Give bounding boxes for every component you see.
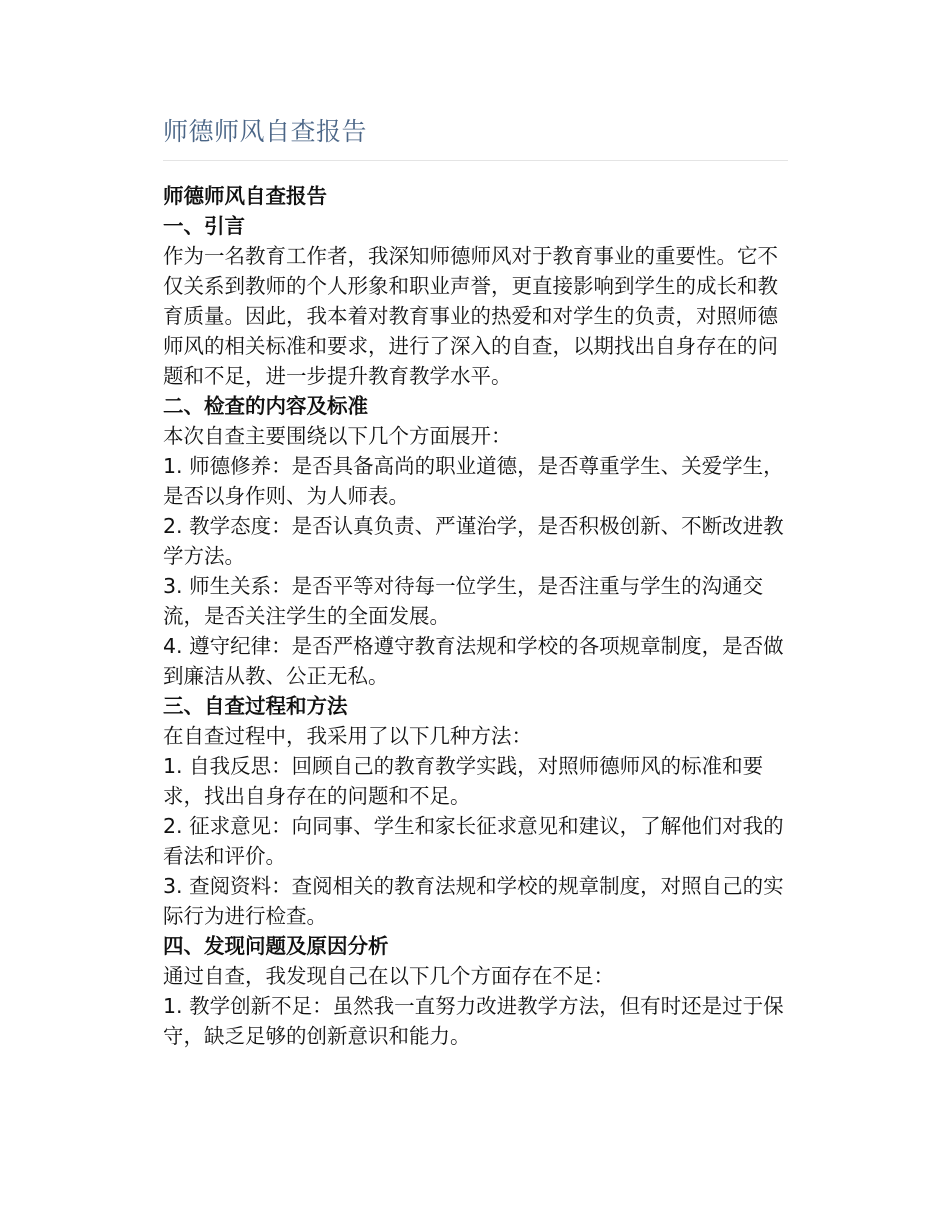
paragraph: 本次自查主要围绕以下几个方面展开：	[163, 424, 512, 448]
list-item: 1. 师德修养：是否具备高尚的职业道德，是否尊重学生、关爱学生，是否以身作则、为人师表。	[163, 454, 784, 508]
paragraph: 在自查过程中，我采用了以下几种方法：	[163, 724, 532, 748]
list-item: 1. 教学创新不足：虽然我一直努力改进教学方法，但有时还是过于保守，缺乏足够的创新意识和能力。	[163, 994, 784, 1048]
title-divider	[163, 160, 788, 161]
list-item: 3. 查阅资料：查阅相关的教育法规和学校的规章制度，对照自己的实际行为进行检查。	[163, 874, 784, 928]
section-heading-content: 二、检查的内容及标准	[163, 394, 368, 418]
section-heading-problems: 四、发现问题及原因分析	[163, 934, 389, 958]
paragraph: 作为一名教育工作者，我深知师德师风对于教育事业的重要性。它不仅关系到教师的个人形象和职业声誉，更直接影响到学生的成长和教育质量。因此，我本着对教育事业的热爱和对学生的负责，对照师德师风的相关标准和要求，进行了深入的自查，以期找出自身存在的问题和不足，进一步提升教育教学水平。	[163, 244, 778, 388]
list-item: 2. 教学态度：是否认真负责、严谨治学，是否积极创新、不断改进教学方法。	[163, 514, 784, 568]
list-item: 2. 征求意见：向同事、学生和家长征求意见和建议，了解他们对我的看法和评价。	[163, 814, 784, 868]
paragraph: 通过自查，我发现自己在以下几个方面存在不足：	[163, 964, 614, 988]
document-title: 师德师风自查报告	[163, 117, 368, 146]
document-body	[163, 181, 788, 1051]
body-heading: 师德师风自查报告	[163, 184, 327, 208]
list-item: 3. 师生关系：是否平等对待每一位学生，是否注重与学生的沟通交流，是否关注学生的全面发展。	[163, 574, 764, 628]
section-heading-process: 三、自查过程和方法	[163, 694, 348, 718]
document-page	[163, 112, 788, 1051]
section-heading-intro: 一、引言	[163, 214, 245, 238]
list-item: 1. 自我反思：回顾自己的教育教学实践，对照师德师风的标准和要求，找出自身存在的问题和不足。	[163, 754, 764, 808]
list-item: 4. 遵守纪律：是否严格遵守教育法规和学校的各项规章制度，是否做到廉洁从教、公正无私。	[163, 634, 784, 688]
